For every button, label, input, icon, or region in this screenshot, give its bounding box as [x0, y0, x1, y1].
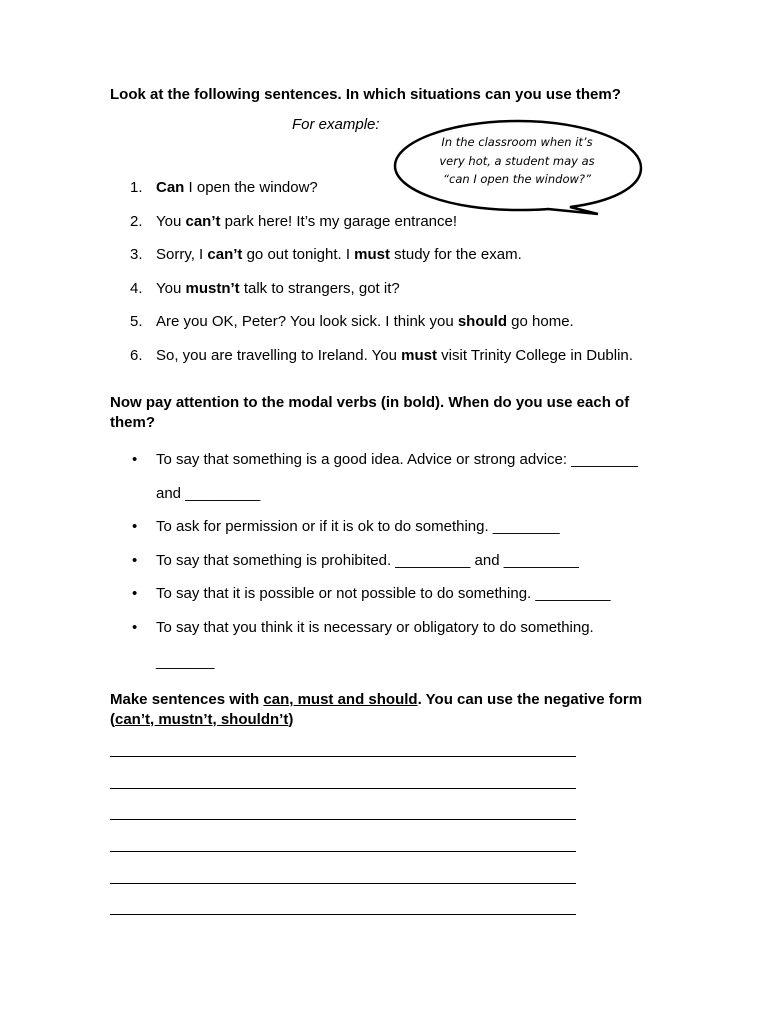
- sentence-number: 2.: [130, 212, 143, 230]
- sentence-text: You: [156, 212, 186, 230]
- sentence-text: go home.: [507, 313, 574, 331]
- modal-verb: must: [354, 246, 391, 264]
- use-text: To ask for permission or if it is ok to do something. ________: [156, 518, 560, 536]
- sentence-text: study for the exam.: [390, 246, 522, 264]
- sentence-item: [110, 245, 710, 279]
- sentence-text: park here! It’s my garage entrance!: [220, 212, 458, 230]
- sentence-text: go out tonight. I: [242, 246, 355, 264]
- speech-bubble-text: In the classroom when it’s very hot, a student may as “can I open the window?”: [439, 135, 595, 186]
- use-text: and _________: [156, 484, 261, 502]
- answer-line[interactable]: [110, 883, 576, 884]
- bullet-icon: •: [132, 551, 138, 569]
- sentence-item: [110, 312, 710, 346]
- use-item: [110, 510, 670, 544]
- use-item: [110, 443, 670, 510]
- sentence-number: 5.: [130, 313, 143, 331]
- modal-verb: can’t: [207, 246, 243, 264]
- sentence-text: You: [156, 279, 186, 297]
- sentence-text: Are you OK, Peter? You look sick. I think you: [156, 313, 458, 331]
- answer-line[interactable]: [110, 788, 576, 789]
- use-item: [110, 544, 670, 578]
- answer-line[interactable]: [110, 819, 576, 820]
- sentence-text: I open the window?: [184, 179, 318, 196]
- use-text: To say that you think it is necessary or obligatory to do something.: [156, 618, 594, 636]
- use-text: To say that something is a good idea. Advice or strong advice: ________: [156, 451, 638, 468]
- sentence-text: So, you are travelling to Ireland. You: [156, 346, 402, 364]
- use-item: [110, 611, 670, 678]
- use-text: _______: [156, 652, 215, 670]
- use-text: To say that it is possible or not possible to do something. _________: [156, 585, 611, 603]
- sentence-list: [110, 178, 710, 380]
- sentence-text: talk to strangers, got it?: [239, 279, 400, 297]
- sentence-text: Sorry, I: [156, 246, 208, 264]
- answer-line[interactable]: [110, 756, 576, 757]
- section1-heading: Look at the following sentences. In which situations can you use them?: [110, 86, 621, 103]
- sentence-number: 4.: [130, 279, 143, 297]
- sentence-item: [110, 346, 710, 380]
- bullet-icon: •: [132, 518, 138, 536]
- use-text: To say that something is prohibited. _________ and _________: [156, 551, 579, 569]
- modal-verb: can’t: [185, 212, 221, 230]
- bullet-icon: •: [132, 585, 138, 603]
- sentence-text: visit Trinity College in Dublin.: [437, 346, 633, 364]
- bullet-icon: •: [132, 618, 138, 636]
- sentence-number: 6.: [130, 346, 143, 364]
- answer-line[interactable]: [110, 914, 576, 915]
- modal-verb: must: [401, 346, 438, 364]
- bullet-icon: •: [132, 451, 138, 468]
- sentence-item: [110, 279, 710, 313]
- section3-heading: Make sentences with can, must and should. You can use the negative form (can’t, mustn’t, shouldn’t): [110, 691, 643, 728]
- answer-lines: [110, 742, 576, 946]
- sentence-item: [110, 178, 710, 212]
- example-label: For example:: [292, 116, 380, 133]
- modal-verb: Can: [156, 179, 185, 196]
- modal-verb: should: [457, 313, 508, 331]
- answer-line[interactable]: [110, 851, 576, 852]
- section2-heading: Now pay attention to the modal verbs (in bold). When do you use each of them?: [110, 394, 630, 431]
- uses-list: [110, 443, 670, 678]
- sentence-number: 1.: [130, 179, 143, 196]
- sentence-number: 3.: [130, 246, 143, 264]
- use-item: [110, 577, 670, 611]
- modal-verb: mustn’t: [185, 279, 240, 297]
- sentence-item: [110, 212, 710, 246]
